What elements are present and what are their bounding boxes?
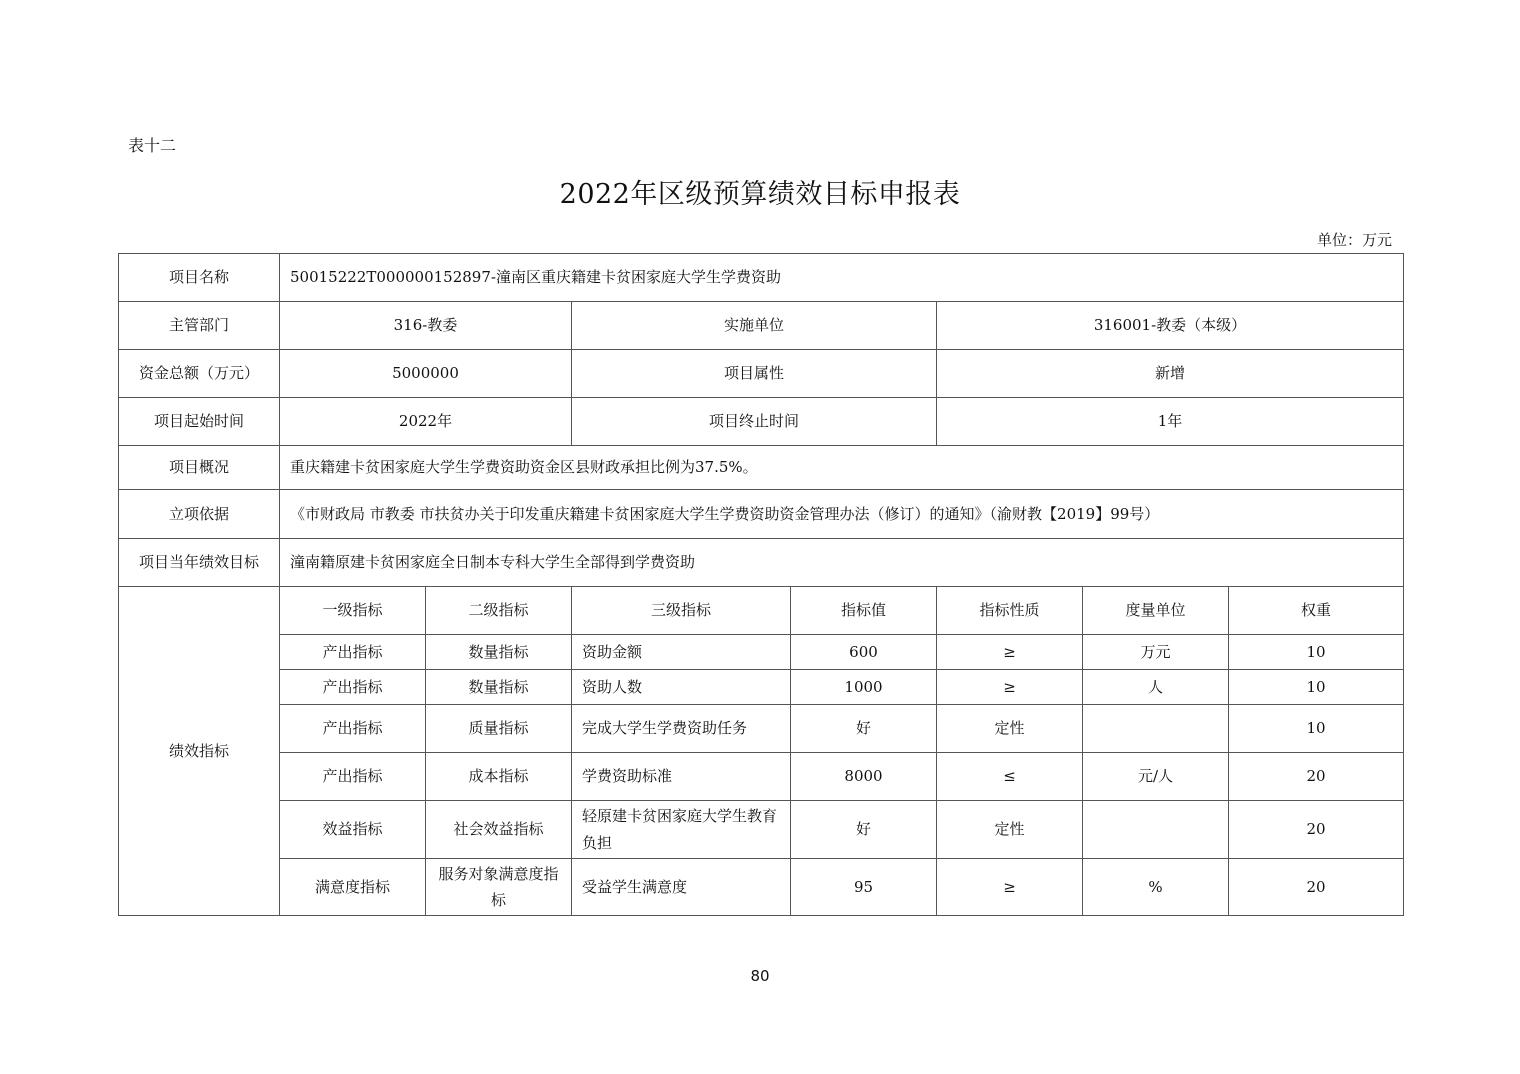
table-row (119, 635, 1404, 670)
value-cell: 600 (791, 635, 937, 670)
column-header: 权重 (1229, 587, 1404, 635)
level2-cell: 成本指标 (426, 753, 572, 801)
column-header: 一级指标 (280, 587, 426, 635)
unit-cell: 元/人 (1083, 753, 1229, 801)
attr-label: 项目属性 (572, 350, 937, 398)
weight-cell: 10 (1229, 635, 1404, 670)
table-row (119, 753, 1404, 801)
unit-cell: 人 (1083, 670, 1229, 705)
dept-value: 316-教委 (280, 302, 572, 350)
value-cell: 95 (791, 859, 937, 916)
nature-cell: ≥ (937, 859, 1083, 916)
level2-cell: 数量指标 (426, 635, 572, 670)
dept-label: 主管部门 (119, 302, 280, 350)
nature-cell: ≥ (937, 635, 1083, 670)
row-goal (119, 539, 1404, 587)
table-row (119, 705, 1404, 753)
level1-cell: 产出指标 (280, 705, 426, 753)
nature-cell: ≤ (937, 753, 1083, 801)
nature-cell: 定性 (937, 705, 1083, 753)
end-value: 1年 (937, 398, 1404, 446)
weight-cell: 10 (1229, 670, 1404, 705)
level3-cell: 资助金额 (572, 635, 791, 670)
level2-cell: 服务对象满意度指标 (426, 859, 572, 916)
column-header: 二级指标 (426, 587, 572, 635)
value-cell: 8000 (791, 753, 937, 801)
overview-label: 项目概况 (119, 446, 280, 490)
level1-cell: 效益指标 (280, 801, 426, 859)
page-number: 80 (750, 967, 770, 985)
funds-label: 资金总额（万元） (119, 350, 280, 398)
nature-cell: ≥ (937, 670, 1083, 705)
value-cell: 好 (791, 705, 937, 753)
indicators-section-label: 绩效指标 (119, 587, 280, 916)
level1-cell: 满意度指标 (280, 859, 426, 916)
value-cell: 好 (791, 801, 937, 859)
level3-cell: 完成大学生学费资助任务 (572, 705, 791, 753)
column-header: 指标性质 (937, 587, 1083, 635)
goal-value: 潼南籍原建卡贫困家庭全日制本专科大学生全部得到学费资助 (280, 539, 1404, 587)
row-project-name (119, 254, 1404, 302)
column-header: 度量单位 (1083, 587, 1229, 635)
impl-value: 316001-教委（本级） (937, 302, 1404, 350)
nature-cell: 定性 (937, 801, 1083, 859)
impl-label: 实施单位 (572, 302, 937, 350)
weight-cell: 10 (1229, 705, 1404, 753)
start-label: 项目起始时间 (119, 398, 280, 446)
page-title: 2022年区级预算绩效目标申报表 (559, 179, 961, 210)
level3-cell: 轻原建卡贫困家庭大学生教育负担 (572, 801, 791, 859)
unit-cell: 万元 (1083, 635, 1229, 670)
funds-value: 5000000 (280, 350, 572, 398)
attr-value: 新增 (937, 350, 1404, 398)
budget-table (118, 253, 1404, 916)
level3-cell: 资助人数 (572, 670, 791, 705)
goal-label: 项目当年绩效目标 (119, 539, 280, 587)
row-department (119, 302, 1404, 350)
weight-cell: 20 (1229, 753, 1404, 801)
basis-value: 《市财政局 市教委 市扶贫办关于印发重庆籍建卡贫困家庭大学生学费资助资金管理办法（修订）的通知》（渝财教【2019】99号） (280, 490, 1404, 539)
unit-cell (1083, 705, 1229, 753)
project-name-value: 50015222T000000152897-潼南区重庆籍建卡贫困家庭大学生学费资助 (280, 254, 1404, 302)
weight-cell: 20 (1229, 859, 1404, 916)
table-row (119, 859, 1404, 916)
row-time (119, 398, 1404, 446)
basis-label: 立项依据 (119, 490, 280, 539)
level3-cell: 受益学生满意度 (572, 859, 791, 916)
level1-cell: 产出指标 (280, 753, 426, 801)
table-row (119, 801, 1404, 859)
unit-cell: % (1083, 859, 1229, 916)
level3-cell: 学费资助标准 (572, 753, 791, 801)
level2-cell: 社会效益指标 (426, 801, 572, 859)
level1-cell: 产出指标 (280, 670, 426, 705)
start-value: 2022年 (280, 398, 572, 446)
column-header: 指标值 (791, 587, 937, 635)
project-name-label: 项目名称 (119, 254, 280, 302)
table-label: 表十二 (128, 136, 177, 155)
level1-cell: 产出指标 (280, 635, 426, 670)
value-cell: 1000 (791, 670, 937, 705)
row-overview (119, 446, 1404, 490)
row-funds (119, 350, 1404, 398)
end-label: 项目终止时间 (572, 398, 937, 446)
row-basis (119, 490, 1404, 539)
unit-label: 单位：万元 (1316, 231, 1392, 249)
table-row (119, 670, 1404, 705)
level2-cell: 质量指标 (426, 705, 572, 753)
weight-cell: 20 (1229, 801, 1404, 859)
level2-cell: 数量指标 (426, 670, 572, 705)
column-header: 三级指标 (572, 587, 791, 635)
indicator-header-row (119, 587, 1404, 635)
unit-cell (1083, 801, 1229, 859)
overview-value: 重庆籍建卡贫困家庭大学生学费资助资金区县财政承担比例为37.5%。 (280, 446, 1404, 490)
